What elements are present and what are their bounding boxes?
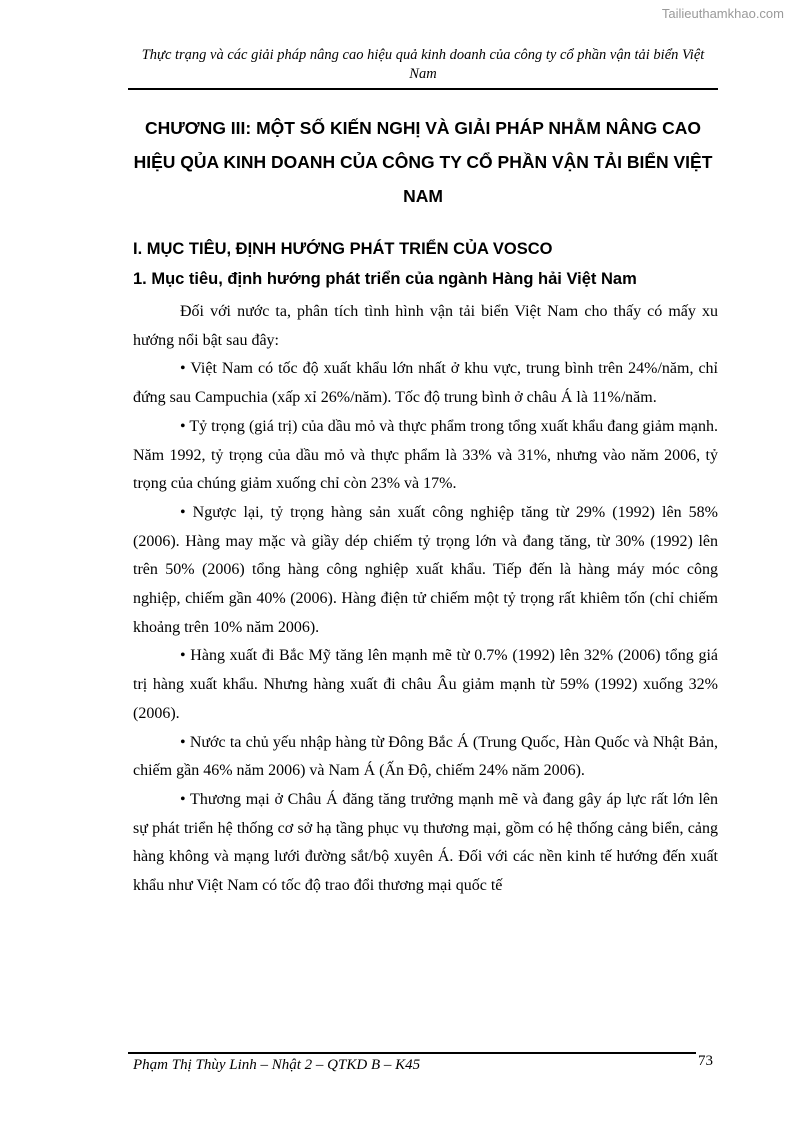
section-subheading: 1. Mục tiêu, định hướng phát triển của ngành Hàng hải Việt Nam bbox=[133, 270, 637, 288]
paragraph-oil-food-share: • Tỷ trọng (giá trị) của dầu mỏ và thực phẩm trong tổng xuất khẩu đang giảm mạnh. Năm 1992, tỷ trọng của dầu mỏ và thực phẩm là 33% và 31%, nhưng vào năm 2006, tỷ trọng của chúng giảm xuống chỉ còn 23% và 17%. bbox=[133, 417, 718, 493]
footer-author: Phạm Thị Thùy Linh – Nhật 2 – QTKD B – K45 bbox=[133, 1057, 421, 1073]
running-header: Thực trạng và các giải pháp nâng cao hiệu quả kinh doanh của công ty cổ phần vận tải biển Việt Nam bbox=[128, 46, 718, 90]
paragraph-import-sources: • Nước ta chủ yếu nhập hàng từ Đông Bắc Á (Trung Quốc, Hàn Quốc và Nhật Bản, chiếm gần 46% năm 2006) và Nam Á (Ấn Độ, chiếm 24% năm 2006). bbox=[133, 733, 718, 780]
paragraph-export-markets: • Hàng xuất đi Bắc Mỹ tăng lên mạnh mẽ từ 0.7% (1992) lên 32% (2006) tổng giá trị hàng xuất khẩu. Nhưng hàng xuất đi châu Âu giảm mạnh từ 59% (1992) xuống 32% (2006). bbox=[133, 647, 718, 722]
paragraph-asia-trade: • Thương mại ở Châu Á đăng tăng trưởng mạnh mẽ và đang gây áp lực rất lớn lên sự phát triển hệ thống cơ sở hạ tầng phục vụ thương mại, gồm có hệ thống cảng biển, cảng hàng không và mạng lưới đường sắt/bộ xuyên Á. Đối với các nền kinh tế hướng đến xuất khẩu như Việt Nam có tốc độ trao đổi thương mại quốc tế bbox=[133, 790, 718, 895]
paragraph-industrial-goods: • Ngược lại, tỷ trọng hàng sản xuất công nghiệp tăng từ 29% (1992) lên 58% (2006). Hàng may mặc và giầy dép chiếm tỷ trọng lớn và đang tăng, từ 30% (1992) lên trên 50% (2006) tổng hàng công nghiệp xuất khẩu. Tiếp đến là hàng máy móc công nghiệp, chiếm gần 40% (2006). Hàng điện tử chiếm một tỷ trọng rất khiêm tốn (chỉ chiếm khoảng trên 10% năm 2006). bbox=[133, 503, 718, 636]
section-heading: I. MỤC TIÊU, ĐỊNH HƯỚNG PHÁT TRIỂN CỦA VOSCO bbox=[133, 240, 553, 258]
chapter-title: CHƯƠNG III: MỘT SỐ KIẾN NGHỊ VÀ GIẢI PHÁP NHẰM NÂNG CAO HIỆU QỦA KINH DOANH CỦA CÔNG TY CỔ PHẦN VẬN TẢI BIỂN VIỆT NAM bbox=[133, 118, 713, 206]
watermark-text: Tailieuthamkhao.com bbox=[661, 6, 784, 21]
paragraph-intro: Đối với nước ta, phân tích tình hình vận tải biển Việt Nam cho thấy có mấy xu hướng nổi bật sau đây: bbox=[133, 303, 718, 349]
body-text bbox=[133, 298, 718, 901]
page-number: 73 bbox=[698, 1053, 713, 1069]
paragraph-export-growth: • Việt Nam có tốc độ xuất khẩu lớn nhất ở khu vực, trung bình trên 24%/năm, chỉ đứng sau Campuchia (xấp xỉ 26%/năm). Tốc độ trung bình ở châu Á là 11%/năm. bbox=[133, 360, 718, 407]
footer-divider bbox=[128, 1052, 696, 1054]
